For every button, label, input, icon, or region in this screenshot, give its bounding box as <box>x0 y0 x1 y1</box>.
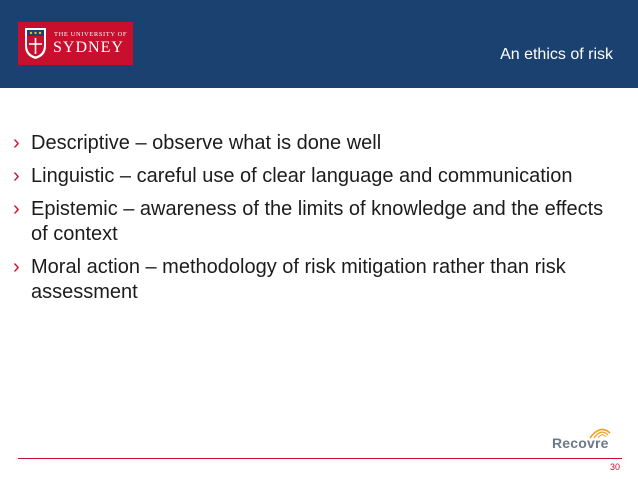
bullet-item <box>13 131 613 156</box>
bullet-text: Linguistic – careful use of clear language and communication <box>31 165 573 187</box>
bullet-chevron-icon: › <box>13 256 20 278</box>
logo-wordmark: SYDNEY <box>53 39 124 56</box>
bullet-chevron-icon: › <box>13 132 20 154</box>
brand-name: Recovre <box>552 435 609 451</box>
bullet-text: Epistemic – awareness of the limits of knowledge and the effects of context <box>31 198 604 245</box>
slide-header <box>0 0 638 88</box>
bullet-text: Moral action – methodology of risk mitigation rather than risk assessment <box>31 256 566 303</box>
page-number: 30 <box>609 462 620 472</box>
slide-title: An ethics of risk <box>500 46 613 63</box>
bullet-text: Descriptive – observe what is done well <box>31 132 382 154</box>
footer-divider <box>18 458 622 459</box>
university-logo <box>18 22 133 65</box>
logo-small-text: THE UNIVERSITY OF <box>54 31 128 38</box>
bullet-chevron-icon: › <box>13 165 20 187</box>
bullet-item <box>13 255 613 305</box>
bullet-chevron-icon: › <box>13 198 20 220</box>
bullet-item <box>13 197 613 247</box>
recovre-logo <box>552 425 622 451</box>
bullet-list <box>13 131 613 313</box>
crest-icon <box>24 27 47 60</box>
bullet-item <box>13 164 613 189</box>
